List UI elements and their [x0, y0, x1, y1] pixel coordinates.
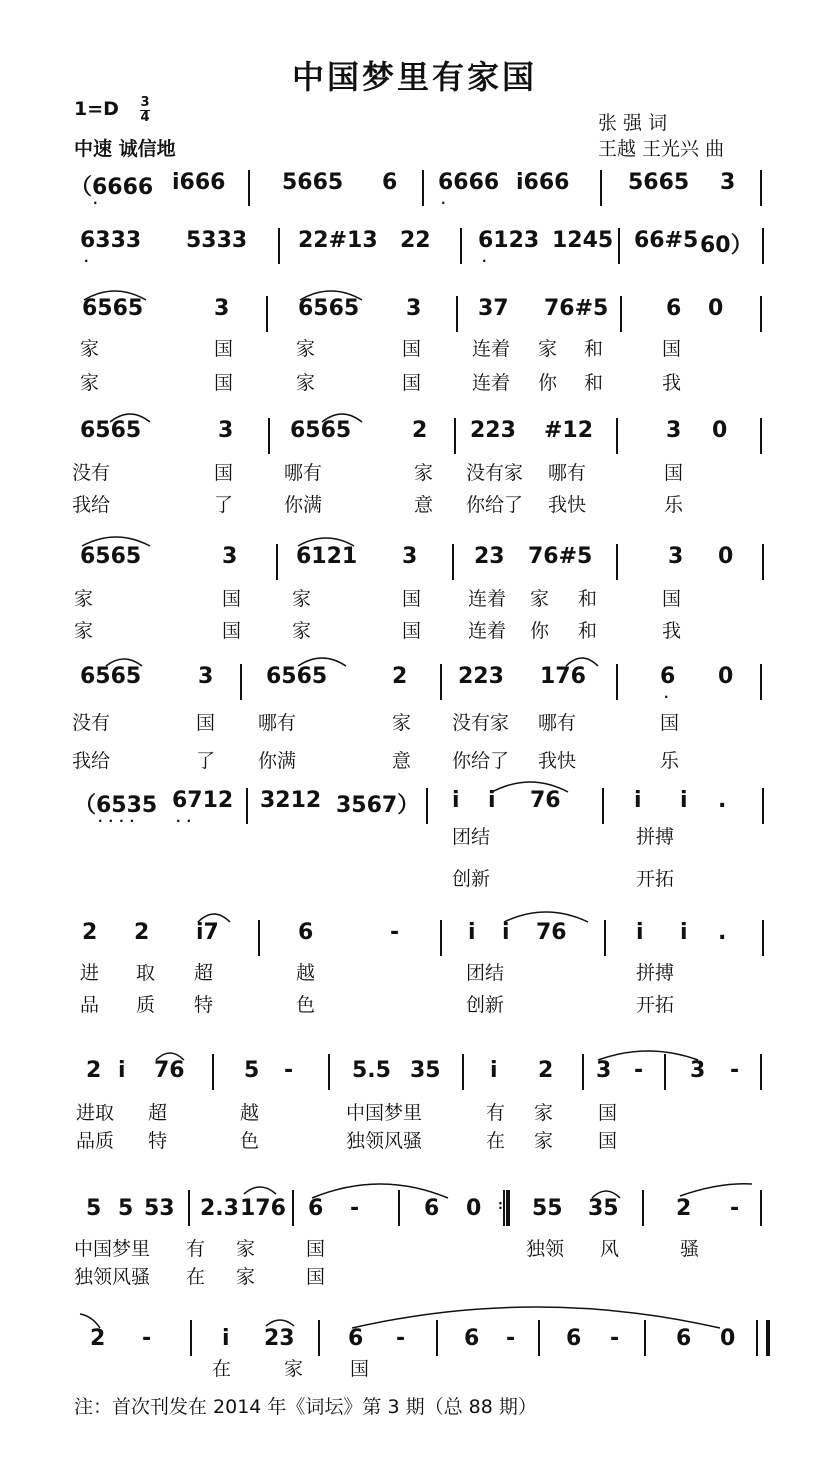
note-group: i [468, 920, 476, 945]
score-system-7 [0, 788, 829, 878]
lyric: 中国梦里 [74, 1238, 151, 1260]
note-group: 3 [198, 664, 214, 689]
tie [80, 1314, 100, 1328]
note-group: 6333 [80, 228, 142, 253]
barline [762, 228, 764, 264]
lyric: 家 [530, 588, 550, 610]
slur-marks [0, 544, 829, 584]
note-group: i7 [196, 920, 219, 945]
lyric: 拼搏 [636, 962, 675, 984]
lyric: 我 [662, 372, 682, 394]
note-group: 2 [676, 1196, 692, 1221]
lyric: 意 [414, 494, 434, 516]
note-group: 6 [298, 920, 314, 945]
slur [566, 658, 598, 666]
note-group: 76 [530, 788, 561, 813]
note-group: - [396, 1326, 406, 1351]
lyric: 我给 [72, 494, 111, 516]
note-group: 6 [666, 296, 682, 321]
lyric: 家 [392, 712, 412, 734]
lyric: 国 [196, 712, 216, 734]
note-group: 3 [720, 170, 736, 195]
note-group: 3 [214, 296, 230, 321]
note-group: 5 [244, 1058, 260, 1083]
slur [504, 912, 588, 922]
note-group: 5 [86, 1196, 102, 1221]
note-group: 223 [458, 664, 504, 689]
lyric: 连着 [468, 620, 507, 642]
note-group: 2 [90, 1326, 106, 1351]
note-group: i [222, 1326, 230, 1351]
note-group: 66#5 [634, 228, 699, 253]
lyric: 拼搏 [636, 826, 675, 848]
note-group: 2 [392, 664, 408, 689]
song-title: 中国梦里有家国 [291, 58, 537, 96]
lyric: 家 [534, 1130, 554, 1152]
note-group: 6 [566, 1326, 582, 1351]
slur [82, 537, 150, 546]
note-group: 6565 [266, 664, 328, 689]
time-signature-top: 3 [140, 95, 150, 110]
note-group: - [284, 1058, 294, 1083]
slur [492, 782, 568, 792]
lyric: 国 [598, 1102, 618, 1124]
note-group: 3 [406, 296, 422, 321]
slur [298, 658, 346, 666]
note-group: 6 [464, 1326, 480, 1351]
note-group: 5665 [628, 170, 690, 195]
lyric: 家 [538, 338, 558, 360]
lyric: 创新 [466, 994, 505, 1016]
lyric: 和 [578, 588, 598, 610]
tempo-marking: 中速 诚信地 [74, 138, 176, 160]
lyric: 家 [236, 1238, 256, 1260]
note-group: 3 [218, 418, 234, 443]
lyric: 色 [240, 1130, 260, 1152]
note-group: 55 [532, 1196, 563, 1221]
lyric: 了 [196, 750, 216, 772]
lyric: 家 [414, 462, 434, 484]
lyric: 家 [292, 588, 312, 610]
note-group: - [730, 1058, 740, 1083]
note-group: 6666 [438, 170, 500, 195]
lyric: 进取 [76, 1102, 115, 1124]
lyric: 中国梦里 [346, 1102, 423, 1124]
note-group: 6 [424, 1196, 440, 1221]
publication-note: 注：首次刊发在 2014 年《词坛》第 3 期（总 88 期） [74, 1396, 537, 1418]
lyric: 没有家 [466, 462, 524, 484]
lyric: 连着 [468, 588, 507, 610]
lyric: 意 [392, 750, 412, 772]
note-group: 2 [86, 1058, 102, 1083]
lyric: 你满 [284, 494, 323, 516]
lyric: 超 [148, 1102, 168, 1124]
lyric: 哪有 [258, 712, 297, 734]
lyric: 进 [80, 962, 100, 984]
lyric: 家 [74, 620, 94, 642]
lyric: 开拓 [636, 994, 675, 1016]
note-group: i [118, 1058, 126, 1083]
note-group: 76#5 [544, 296, 609, 321]
composer-credit: 王越 王光兴 曲 [598, 138, 725, 160]
score-system-8 [0, 920, 829, 1010]
note-group: 5665 [282, 170, 344, 195]
lyric: 团结 [466, 962, 505, 984]
note-group: 6565 [80, 544, 142, 569]
slur-marks [0, 920, 829, 960]
note-group: 6 [308, 1196, 324, 1221]
lyric: 你 [538, 372, 558, 394]
lyric: 国 [222, 588, 242, 610]
lyric: 越 [240, 1102, 260, 1124]
lyric: 特 [194, 994, 214, 1016]
lyric: 国 [660, 712, 680, 734]
lyric: 骚 [680, 1238, 700, 1260]
score-system-6 [0, 664, 829, 754]
repeat-dots: : [498, 1198, 503, 1212]
lyric: 乐 [660, 750, 680, 772]
lyric: 在 [212, 1358, 232, 1380]
lyric: 独领风骚 [74, 1266, 151, 1288]
note-group: 22#13 [298, 228, 378, 253]
note-group: i [680, 920, 688, 945]
note-group: 6121 [296, 544, 358, 569]
slur [322, 414, 362, 422]
lyric: 家 [292, 620, 312, 642]
lyric: 你满 [258, 750, 297, 772]
note-group: i [452, 788, 460, 813]
lyric: 风 [600, 1238, 620, 1260]
tie [312, 1184, 448, 1198]
low-octave-dot: · [441, 196, 446, 210]
note-group: 6565 [82, 296, 144, 321]
lyric: 品质 [76, 1130, 115, 1152]
lyric: 和 [584, 372, 604, 394]
note-group: 35 [588, 1196, 619, 1221]
lyric: 国 [598, 1130, 618, 1152]
lyric: 在 [486, 1130, 506, 1152]
lyricist-credit: 张 强 词 [598, 112, 668, 134]
lyric: 我快 [538, 750, 577, 772]
barline [248, 170, 250, 206]
slur-marks [0, 664, 829, 704]
tie [598, 1051, 698, 1060]
note-group: 3 [402, 544, 418, 569]
lyric: 国 [222, 620, 242, 642]
note-group: i [490, 1058, 498, 1083]
note-group: i [634, 788, 642, 813]
note-group: 2 [134, 920, 150, 945]
lyric: 国 [214, 462, 234, 484]
note-group: - [730, 1196, 740, 1221]
note-group: 3212 [260, 788, 322, 813]
note-group: 6 [382, 170, 398, 195]
note-group: 0 [708, 296, 724, 321]
note-group: 6 [676, 1326, 692, 1351]
lyric: 国 [214, 372, 234, 394]
lyric: 质 [136, 994, 156, 1016]
note-group: 6565 [290, 418, 352, 443]
slur-marks [0, 1058, 829, 1098]
time-signature-bottom: 4 [140, 110, 150, 125]
note-group: 1245 [552, 228, 614, 253]
note-group: - [350, 1196, 360, 1221]
note-group: （6535 [74, 793, 158, 818]
lyric: 国 [402, 588, 422, 610]
note-group: 2 [538, 1058, 554, 1083]
lyric: 国 [402, 372, 422, 394]
lyric: 了 [214, 494, 234, 516]
note-group: 5 [118, 1196, 134, 1221]
slur [244, 1187, 276, 1194]
note-group: 0 [718, 544, 734, 569]
note-group: i [680, 788, 688, 813]
note-group: i [636, 920, 644, 945]
barline [278, 228, 280, 264]
lyric: 团结 [452, 826, 491, 848]
note-group: 6565 [298, 296, 360, 321]
lyric: 没有家 [452, 712, 510, 734]
note-group: 6 [348, 1326, 364, 1351]
note-group: 6123 [478, 228, 540, 253]
key-signature: 1=D [74, 98, 119, 120]
note-group: 3 [690, 1058, 706, 1083]
note-group: 60） [700, 233, 753, 258]
barline [422, 170, 424, 206]
note-group: - [390, 920, 400, 945]
lyric: 家 [236, 1266, 256, 1288]
lyric: 家 [80, 338, 100, 360]
barline [760, 170, 762, 206]
lyric: 乐 [664, 494, 684, 516]
slur [592, 1191, 620, 1198]
low-octave-dot: · [84, 254, 89, 268]
lyric: 国 [402, 338, 422, 360]
note-group: 3 [596, 1058, 612, 1083]
lyric: 色 [296, 994, 316, 1016]
note-group: 176 [540, 664, 586, 689]
note-group: i666 [516, 170, 570, 195]
note-group: 5333 [186, 228, 248, 253]
lyric: 国 [662, 338, 682, 360]
slur-marks [0, 296, 829, 336]
slur-marks [0, 418, 829, 458]
note-group: - [634, 1058, 644, 1083]
lyric: 家 [74, 588, 94, 610]
note-group: 76 [154, 1058, 185, 1083]
note-group: 3567） [336, 793, 420, 818]
lyric: 国 [306, 1238, 326, 1260]
note-group: - [142, 1326, 152, 1351]
lyric: 我 [662, 620, 682, 642]
lyric: 越 [296, 962, 316, 984]
low-octave-dot: · [482, 254, 487, 268]
tie [352, 1307, 720, 1328]
note-group: 23 [264, 1326, 295, 1351]
lyric: 没有 [72, 712, 111, 734]
note-group: i666 [172, 170, 226, 195]
lyric: 品 [80, 994, 100, 1016]
note-group: #12 [544, 418, 594, 443]
note-group: 6712 [172, 788, 234, 813]
note-group: 2 [412, 418, 428, 443]
note-group: i [502, 920, 510, 945]
lyric: 开拓 [636, 868, 675, 890]
lyric: 你 [530, 620, 550, 642]
lyric: 家 [284, 1358, 304, 1380]
lyric: 哪有 [284, 462, 323, 484]
lyric: 特 [148, 1130, 168, 1152]
note-group: 23 [474, 544, 505, 569]
low-octave-dots: ···· [98, 814, 141, 828]
lyric: 哪有 [548, 462, 587, 484]
note-group: 5.5 [352, 1058, 391, 1083]
lyric: 国 [350, 1358, 370, 1380]
lyric: 国 [662, 588, 682, 610]
note-group: 35 [410, 1058, 441, 1083]
note-group: 53 [144, 1196, 175, 1221]
lyric: 国 [664, 462, 684, 484]
lyric: 有 [486, 1102, 506, 1124]
tie [680, 1184, 752, 1196]
barline [618, 228, 620, 264]
lyric: 创新 [452, 868, 491, 890]
lyric: 家 [80, 372, 100, 394]
note-group: - [610, 1326, 620, 1351]
note-group: 6565 [80, 418, 142, 443]
lyric: 我快 [548, 494, 587, 516]
lyric: 国 [306, 1266, 326, 1288]
lyric: 在 [186, 1266, 206, 1288]
note-group: 223 [470, 418, 516, 443]
note-group: 76 [536, 920, 567, 945]
lyric: 有 [186, 1238, 206, 1260]
slur [198, 914, 230, 922]
note-group: （6666 [70, 175, 154, 200]
lyric: 连着 [472, 338, 511, 360]
note-group: 22 [400, 228, 431, 253]
barline [600, 170, 602, 206]
note-group: 2 [82, 920, 98, 945]
note-group: . [718, 920, 727, 945]
note-group: 0 [720, 1326, 736, 1351]
lyric: 和 [578, 620, 598, 642]
low-octave-dot: · [93, 196, 98, 210]
lyric: 国 [214, 338, 234, 360]
note-group: 37 [478, 296, 509, 321]
time-signature [140, 96, 150, 125]
lyric: 和 [584, 338, 604, 360]
lyric: 独领 [526, 1238, 565, 1260]
note-group: 3 [222, 544, 238, 569]
lyric: 我给 [72, 750, 111, 772]
lyric: 连着 [472, 372, 511, 394]
note-group: 0 [466, 1196, 482, 1221]
note-group: - [506, 1326, 516, 1351]
lyric: 家 [296, 338, 316, 360]
lyric: 家 [296, 372, 316, 394]
lyric: 你给了 [466, 494, 524, 516]
slur [106, 659, 142, 666]
low-octave-dot: · [664, 690, 669, 704]
note-group: 6 [660, 664, 676, 689]
slur [266, 1320, 294, 1326]
note-group: 3 [666, 418, 682, 443]
lyric: 哪有 [538, 712, 577, 734]
slur [156, 1053, 184, 1060]
lyric: 独领风骚 [346, 1130, 423, 1152]
slur [298, 538, 354, 546]
lyric: 取 [136, 962, 156, 984]
barline [460, 228, 462, 264]
note-group: 176 [240, 1196, 286, 1221]
note-group: 2.3 [200, 1196, 239, 1221]
low-octave-dots: ·· [176, 814, 198, 828]
lyric: 家 [534, 1102, 554, 1124]
lyric: 你给了 [452, 750, 510, 772]
note-group: 0 [712, 418, 728, 443]
note-group: 6565 [80, 664, 142, 689]
slur-marks [0, 1196, 829, 1236]
note-group: 0 [718, 664, 734, 689]
lyric: 国 [402, 620, 422, 642]
slur [110, 414, 150, 422]
note-group: . [718, 788, 727, 813]
note-group: 3 [668, 544, 684, 569]
note-group: 76#5 [528, 544, 593, 569]
note-group: i [488, 788, 496, 813]
lyric: 超 [194, 962, 214, 984]
lyric: 没有 [72, 462, 111, 484]
slur-marks [0, 1326, 829, 1366]
